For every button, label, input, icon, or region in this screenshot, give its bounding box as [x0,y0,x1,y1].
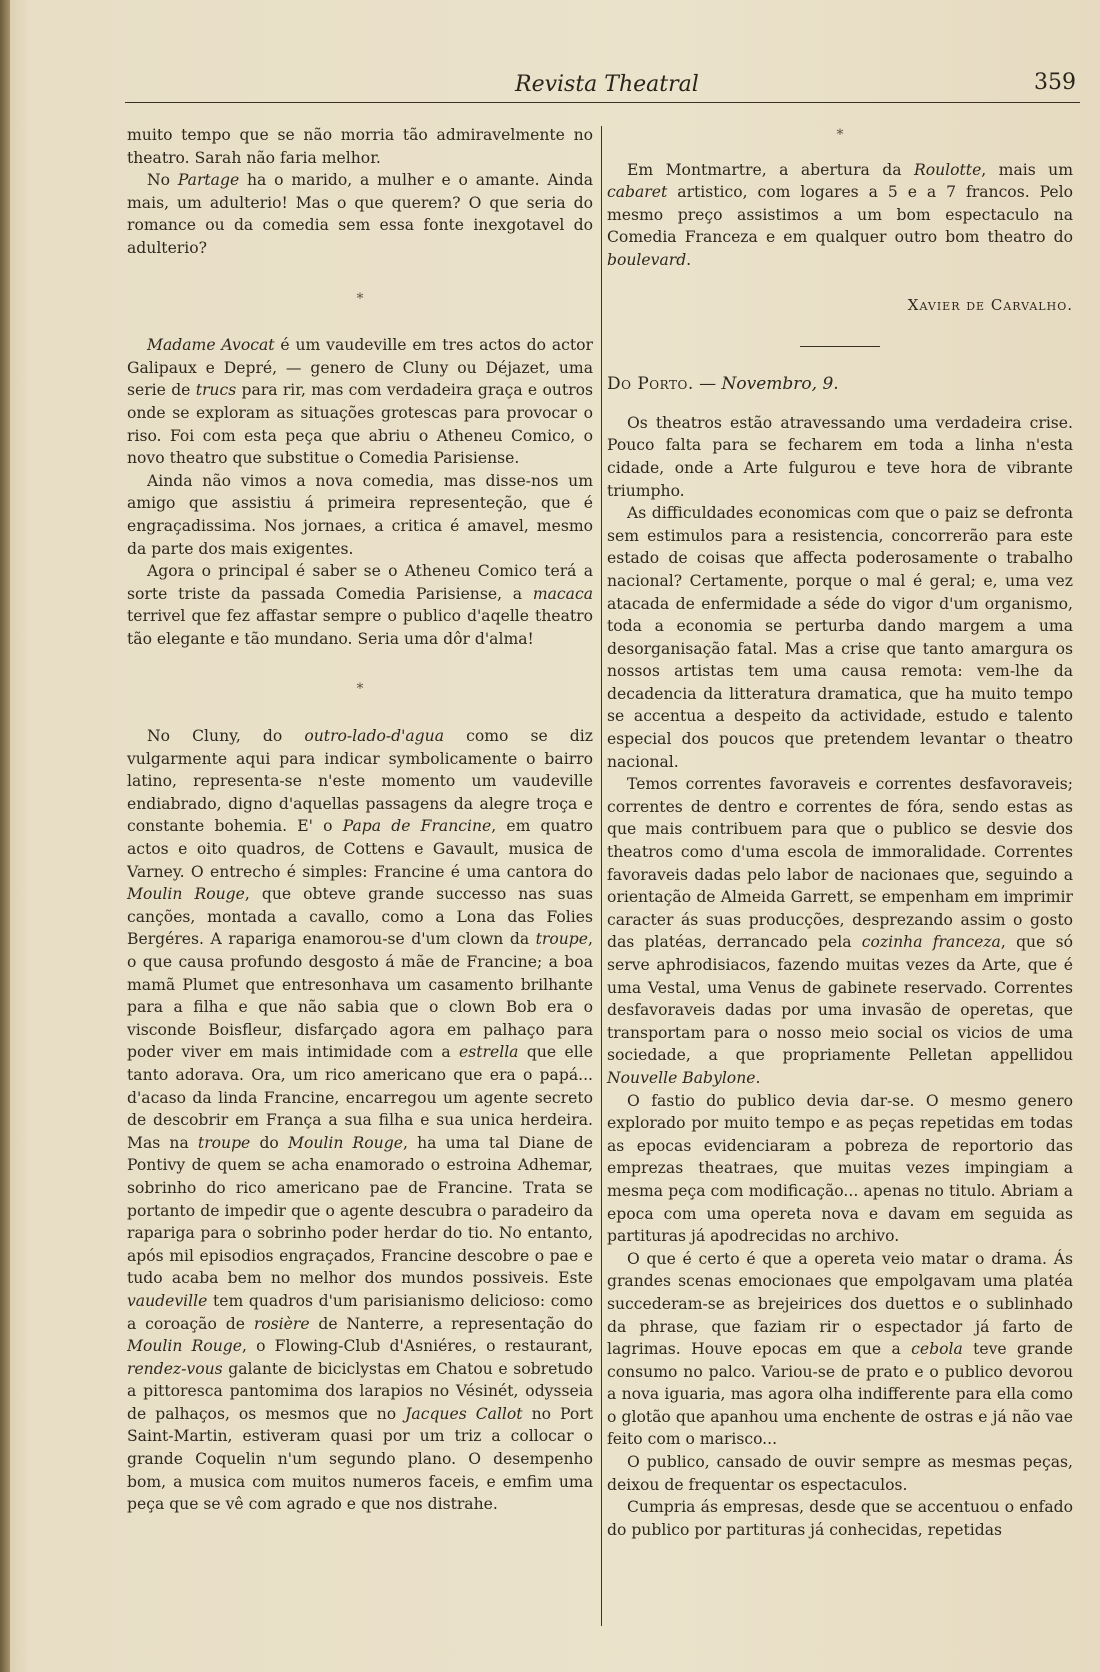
section-heading: Do Porto. — Novembro, 9. [607,374,839,395]
paragraph: muito tempo que se não morria tão admiravelmente no theatro. Sarah não faria melhor. [127,126,593,167]
right-column [607,124,1073,1541]
asterisk-separator: * [356,681,364,698]
paragraph: Cumpria ás empresas, desde que se accentuou o enfado do publico por partituras já conhecidas, repetidas [607,1498,1073,1539]
asterisk-separator: * [356,290,364,307]
page-number: 359 [1034,70,1076,95]
paragraph: Madame Avocat é um vaudeville em tres actos do actor Galipaux e Depré, — genero de Cluny ou Déjazet, uma serie de trucs para rir, mas com verdadeira graça e outros onde se exploram as situações grotescas para provocar o riso. Foi com esta peça que abriu o Atheneu Comico, o novo theatro que substitue o Comedia Parisiense. [127,336,593,468]
paragraph: Temos correntes favoraveis e correntes desfavoraveis; correntes de dentro e correntes de fóra, sendo estas as que mais contribuem para que o publico se desvie dos theatros como d'uma escola de immoralidade. Correntes favoraveis dadas pelo labor de nacionaes que, seguindo a orientação de Almeida Garrett, se empenham em imprimir caracter ás suas producções, desprezando assim o gosto das platéas, derrancado pela cozinha franceza, que só serve aphrodisiacos, fazendo muitas vezes da Arte, que é uma Vestal, uma Venus de gabinete reservado. Correntes desfavoraveis dadas por uma invasão de operetas, que transportam para o nosso meio social os vicios de uma sociedade, a que propriamente Pelletan appellidou Nouvelle Babylone. [607,775,1073,1087]
running-header [125,70,1080,106]
binding-edge [0,0,10,1672]
author-signature: Xavier de Carvalho. [907,295,1073,314]
paragraph: Em Montmartre, a abertura da Roulotte, mais um cabaret artistico, com logares a 5 e a 7 francos. Pelo mesmo preço assistimos a um bom espectaculo na Comedia Franceza e em qualquer outro bom theatro do boulevard. [607,160,1073,269]
paragraph: Agora o principal é saber se o Atheneu Comico terá a sorte triste da passada Comedia Parisiense, a macaca terrivel que fez affastar sempre o publico d'aqelle theatro tão elegante e tão mundano. Seria uma dôr d'alma! [127,562,593,648]
paragraph: O fastio do publico devia dar-se. O mesmo genero explorado por muito tempo e as peças repetidas em todas as epocas evidenciaram a pobreza de reportorio das emprezas theatraes, que muitas vezes impingiam a mesma peça com modificação... apenas no titulo. Abriam a epoca com uma opereta nova e davam em seguida as partituras já apodrecidas no archivo. [607,1091,1073,1246]
paragraph: O que é certo é que a opereta veio matar o drama. Ás grandes scenas emocionaes que empolgavam uma platéa succederam-se as brejeirices dos duettos e o sublinhado da phrase, que faziam rir o espectador já farto de lagrimas. Houve epocas em que a cebola teve grande consumo no palco. Variou-se de prato e o publico devorou a nova iguaria, mas agora olha indifferente para ella como o glotão que apanhou uma enchente de ostras e já não vae feito com o marisco... [607,1249,1073,1449]
asterisk-separator: * [836,127,844,143]
paragraph: No Partage ha o marido, a mulher e o amante. Ainda mais, um adulterio! Mas o que querem? O que seria do romance ou da comedia sem essa fonte inexgotavel do adulterio? [127,171,594,257]
section-rule [800,346,880,347]
paragraph: No Cluny, do outro-lado-d'agua como se diz vulgarmente aqui para indicar symbolicamente o bairro latino, representa-se n'este momento um vaudeville endiabrado, digno d'aquellas passagens da alegre troça e constante bohemia. E' o Papa de Francine, em quatro actos e oito quadros, de Cottens e Gavault, musica de Varney. O entrecho é simples: Francine é uma cantora do Moulin Rouge, que obteve grande successo nas suas canções, montada a cavallo, como a Lona das Folies Bergéres. A rapariga enamorou-se d'um clown da troupe, o que causa profundo desgosto á mãe de Francine; a boa mamã Plumet que entresonhava um casamento brilhante para a filha e que não sabia que o clown Bob era o visconde Boisfleur, disfarçado agora em palhaço para poder viver em mais intimidade com a estrella que elle tanto adorava. Ora, um rico americano que era o papá... d'acaso da linda Francine, encarregou um agente secreto de descobrir em França a sua filha e sua unica herdeira. Mas na troupe do Moulin Rouge, ha uma tal Diane de Pontivy de quem se acha enamorado o estroina Adhemar, sobrinho do rico americano pae de Francine. Trata se portanto de impedir que o agente descubra o paradeiro da rapariga para o sobrinho poder herdar do tio. No entanto, após mil episodios engraçados, Francine descobre o pae e tudo acaba bem no melhor dos mundos possiveis. Este vaudeville tem quadros d'um parisianismo delicioso: como a coroação de rosière de Nanterre, a representação do Moulin Rouge, o Flowing-Club d'Asniéres, o restaurant, rendez-vous galante de biciclystas em Chatou e sobretudo a pittoresca pantomima dos larapios no Vésinét, odysseia de palhaços, os mesmos que no Jacques Callot no Port Saint-Martin, estiveram quasi por um triz a collocar o grande Coquelin n'um segundo plano. O desempenho bom, a musica com muitos numeros faceis, e emfim uma peça que se vê com agrado e que nos distrahe. [127,727,593,1514]
left-column [127,124,593,1516]
paragraph: Os theatros estão atravessando uma verdadeira crise. Pouco falta para se fecharem em toda a linha n'esta cidade, onde a Arte fulgurou e teve hora de vibrante triumpho. [607,413,1073,500]
header-rule [125,102,1080,103]
paragraph: As difficuldades economicas com que o paiz se defronta sem estimulos para a resistencia, concorrerão para este estado de coisas que affecta poderosamente o trabalho nacional? Certamente, porque o mal é geral; e, uma vez atacada de enfermidade a séde do vigor d'um organismo, toda a economia se perturba dando margem a uma desorganisação fatal. Mas a crise que tanto amargura os nossos artistas tem uma causa remota: vem-lhe da decadencia da litteratura dramatica, que ha muito tempo se accentua a despeito da actividade, estudo e talento especial dos poucos que pretendem levantar o theatro nacional. [607,504,1073,771]
paragraph: O publico, cansado de ouvir sempre as mesmas peças, deixou de frequentar os espectaculos. [607,1453,1073,1494]
journal-title: Revista Theatral [515,72,699,97]
column-divider [601,126,602,1626]
paragraph: Ainda não vimos a nova comedia, mas disse-nos um amigo que assistiu á primeira representeção, que é engraçadissima. Nos jornaes, a critica é amavel, mesmo da parte dos mais exigentes. [127,471,593,558]
